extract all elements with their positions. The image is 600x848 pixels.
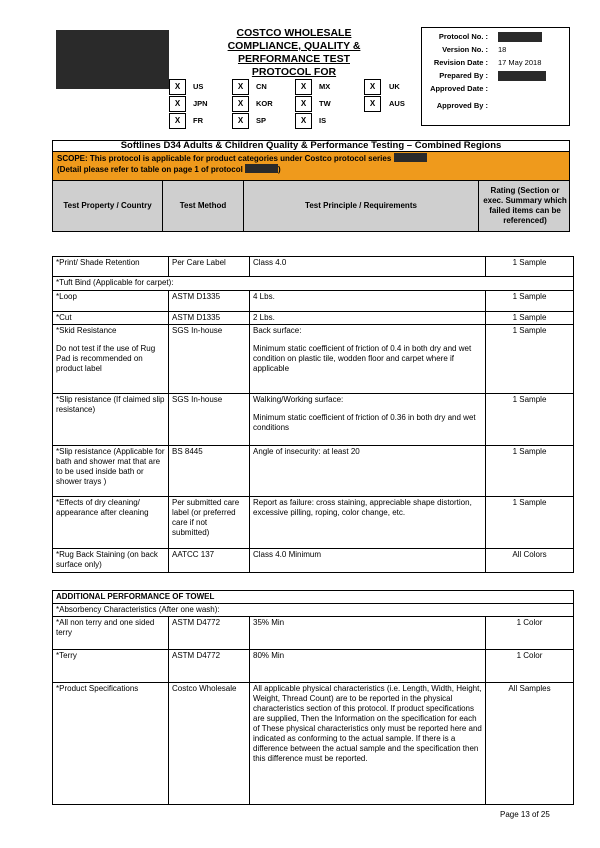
approved-by-row: Approved By :	[436, 101, 488, 110]
cell-method: SGS In-house	[169, 325, 250, 394]
table-row	[53, 497, 574, 549]
region-mark: X	[169, 113, 186, 129]
towel-table	[52, 590, 574, 805]
table-row	[53, 312, 574, 325]
redacted-protocol-no	[498, 32, 542, 42]
cell-property: *Skid Resistance Do not test if the use of Rug Pad is recommended on product label	[53, 325, 169, 394]
table-row	[53, 549, 574, 573]
region-mark: X	[295, 79, 312, 95]
section-label: *Tuft Bind (Applicable for carpet):	[53, 277, 574, 291]
cell-requirement: Class 4.0 Minimum	[250, 549, 486, 573]
region-mark: X	[169, 96, 186, 112]
version-no-row: Version No. : 18	[442, 45, 507, 54]
redacted-prepared-by	[498, 71, 546, 81]
towel-subheading: *Absorbency Characteristics (After one wash):	[53, 604, 574, 617]
cell-requirement: All applicable physical characteristics (i.e. Length, Width, Height, Weight, Thread Count) are to be reported in the physical characteristics section of this protocol. If product specifications are supplied, Then the Information on the specification for each of These physical characteristics only must be reported here and indicated as conforming to the actual sample. If there is a difference between the actual sample and the specification then this difference must be reported.	[250, 683, 486, 805]
cell-requirement: 2 Lbs.	[250, 312, 486, 325]
region-label: AUS	[389, 99, 405, 108]
region-label: UK	[389, 82, 400, 91]
cell-method: SGS In-house	[169, 394, 250, 446]
cell-rating: 1 Color	[486, 617, 574, 650]
cell-rating: 1 Color	[486, 650, 574, 683]
cell-rating: All Colors	[486, 549, 574, 573]
region-mark: X	[232, 113, 249, 129]
region-mark: X	[295, 96, 312, 112]
region-label: JPN	[193, 99, 208, 108]
test-table	[52, 256, 574, 573]
table-section-row	[53, 277, 574, 291]
header-test-property: Test Property / Country	[53, 181, 163, 231]
document-title: COSTCO WHOLESALE COMPLIANCE, QUALITY & PERFORMANCE TEST PROTOCOL FOR	[227, 27, 361, 78]
region-label: SP	[256, 116, 267, 125]
redacted-series	[394, 153, 427, 162]
region-mark: X	[364, 96, 381, 112]
cell-requirement: Report as failure: cross staining, appreciable shape distortion, excessive pilling, roping, color change, etc.	[250, 497, 486, 549]
cell-method: AATCC 137	[169, 549, 250, 573]
scope-section	[52, 140, 570, 232]
table-row	[53, 617, 574, 650]
cell-requirement: Back surface: Minimum static coefficient of friction of 0.4 in both dry and wet condition on plastic tile, wodden floor and carpet where if applicable	[250, 325, 486, 394]
cell-requirement: Walking/Working surface: Minimum static coefficient of friction of 0.36 in both dry and wet conditions	[250, 394, 486, 446]
cell-property: *Slip resistance (If claimed slip resistance)	[53, 394, 169, 446]
cell-property: *Product Specifications	[53, 683, 169, 805]
cell-method: ASTM D4772	[169, 617, 250, 650]
table-row	[53, 325, 574, 394]
cell-property: *Terry	[53, 650, 169, 683]
cell-method: ASTM D1335	[169, 312, 250, 325]
table-row	[53, 683, 574, 805]
column-header-row	[52, 180, 570, 232]
cell-method: Per Care Label	[169, 257, 250, 277]
cell-rating: 1 Sample	[486, 291, 574, 312]
protocol-info-box	[421, 27, 570, 126]
region-mark: X	[169, 79, 186, 95]
prepared-by-row: Prepared By :	[422, 70, 569, 82]
table-row	[53, 650, 574, 683]
page-number: Page 13 of 25	[500, 810, 550, 819]
towel-heading-row	[53, 591, 574, 604]
scope-title: Softlines D34 Adults & Children Quality & Performance Testing – Combined Regions	[52, 140, 570, 152]
header-rating: Rating (Section or exec. Summary which failed items can be referenced)	[483, 186, 567, 225]
cell-method: ASTM D4772	[169, 650, 250, 683]
header-test-principle: Test Principle / Requirements	[244, 181, 479, 231]
cell-property: *Effects of dry cleaning/ appearance after cleaning	[53, 497, 169, 549]
cell-rating: 1 Sample	[486, 325, 574, 394]
cell-method: BS 8445	[169, 446, 250, 497]
towel-subheading-row	[53, 604, 574, 617]
region-mark: X	[232, 96, 249, 112]
table-row	[53, 257, 574, 277]
region-mark: X	[295, 113, 312, 129]
version-no: 18	[498, 45, 507, 54]
region-label: IS	[319, 116, 327, 125]
region-label: FR	[193, 116, 203, 125]
scope-banner: SCOPE: This protocol is applicable for product categories under Costco protocol series (Detail please refer to table on page 1 of protocol )	[52, 152, 570, 180]
revision-date: 17 May 2018	[498, 58, 542, 67]
protocol-no-row: Protocol No. :	[422, 31, 569, 43]
approved-date-row: Approved Date :	[430, 84, 488, 93]
cell-property: *Slip resistance (Applicable for bath and shower mat that are to be used inside bath or shower trays )	[53, 446, 169, 497]
region-label: KOR	[256, 99, 273, 108]
revision-date-row: Revision Date : 17 May 2018	[433, 58, 542, 67]
cell-requirement: Angle of insecurity: at least 20	[250, 446, 486, 497]
redacted-logo	[56, 30, 169, 89]
cell-rating: 1 Sample	[486, 257, 574, 277]
cell-method: ASTM D1335	[169, 291, 250, 312]
cell-rating: 1 Sample	[486, 394, 574, 446]
region-label: TW	[319, 99, 331, 108]
cell-property: *Cut	[53, 312, 169, 325]
cell-method: Costco Wholesale	[169, 683, 250, 805]
redacted-protocol-ref	[245, 164, 278, 173]
cell-method: Per submitted care label (or preferred care if not submitted)	[169, 497, 250, 549]
towel-heading: ADDITIONAL PERFORMANCE OF TOWEL	[53, 591, 574, 604]
cell-requirement: 35% Min	[250, 617, 486, 650]
cell-property: *Loop	[53, 291, 169, 312]
cell-rating: 1 Sample	[486, 497, 574, 549]
cell-requirement: Class 4.0	[250, 257, 486, 277]
header-test-method: Test Method	[163, 181, 244, 231]
region-mark: X	[364, 79, 381, 95]
cell-rating: All Samples	[486, 683, 574, 805]
cell-property: *Print/ Shade Retention	[53, 257, 169, 277]
region-label: CN	[256, 82, 267, 91]
cell-rating: 1 Sample	[486, 312, 574, 325]
region-label: US	[193, 82, 204, 91]
cell-property: *All non terry and one sided terry	[53, 617, 169, 650]
region-mark: X	[232, 79, 249, 95]
cell-requirement: 4 Lbs.	[250, 291, 486, 312]
cell-requirement: 80% Min	[250, 650, 486, 683]
table-row	[53, 446, 574, 497]
cell-property: *Rug Back Staining (on back surface only)	[53, 549, 169, 573]
table-row	[53, 394, 574, 446]
cell-rating: 1 Sample	[486, 446, 574, 497]
region-label: MX	[319, 82, 331, 91]
table-row	[53, 291, 574, 312]
